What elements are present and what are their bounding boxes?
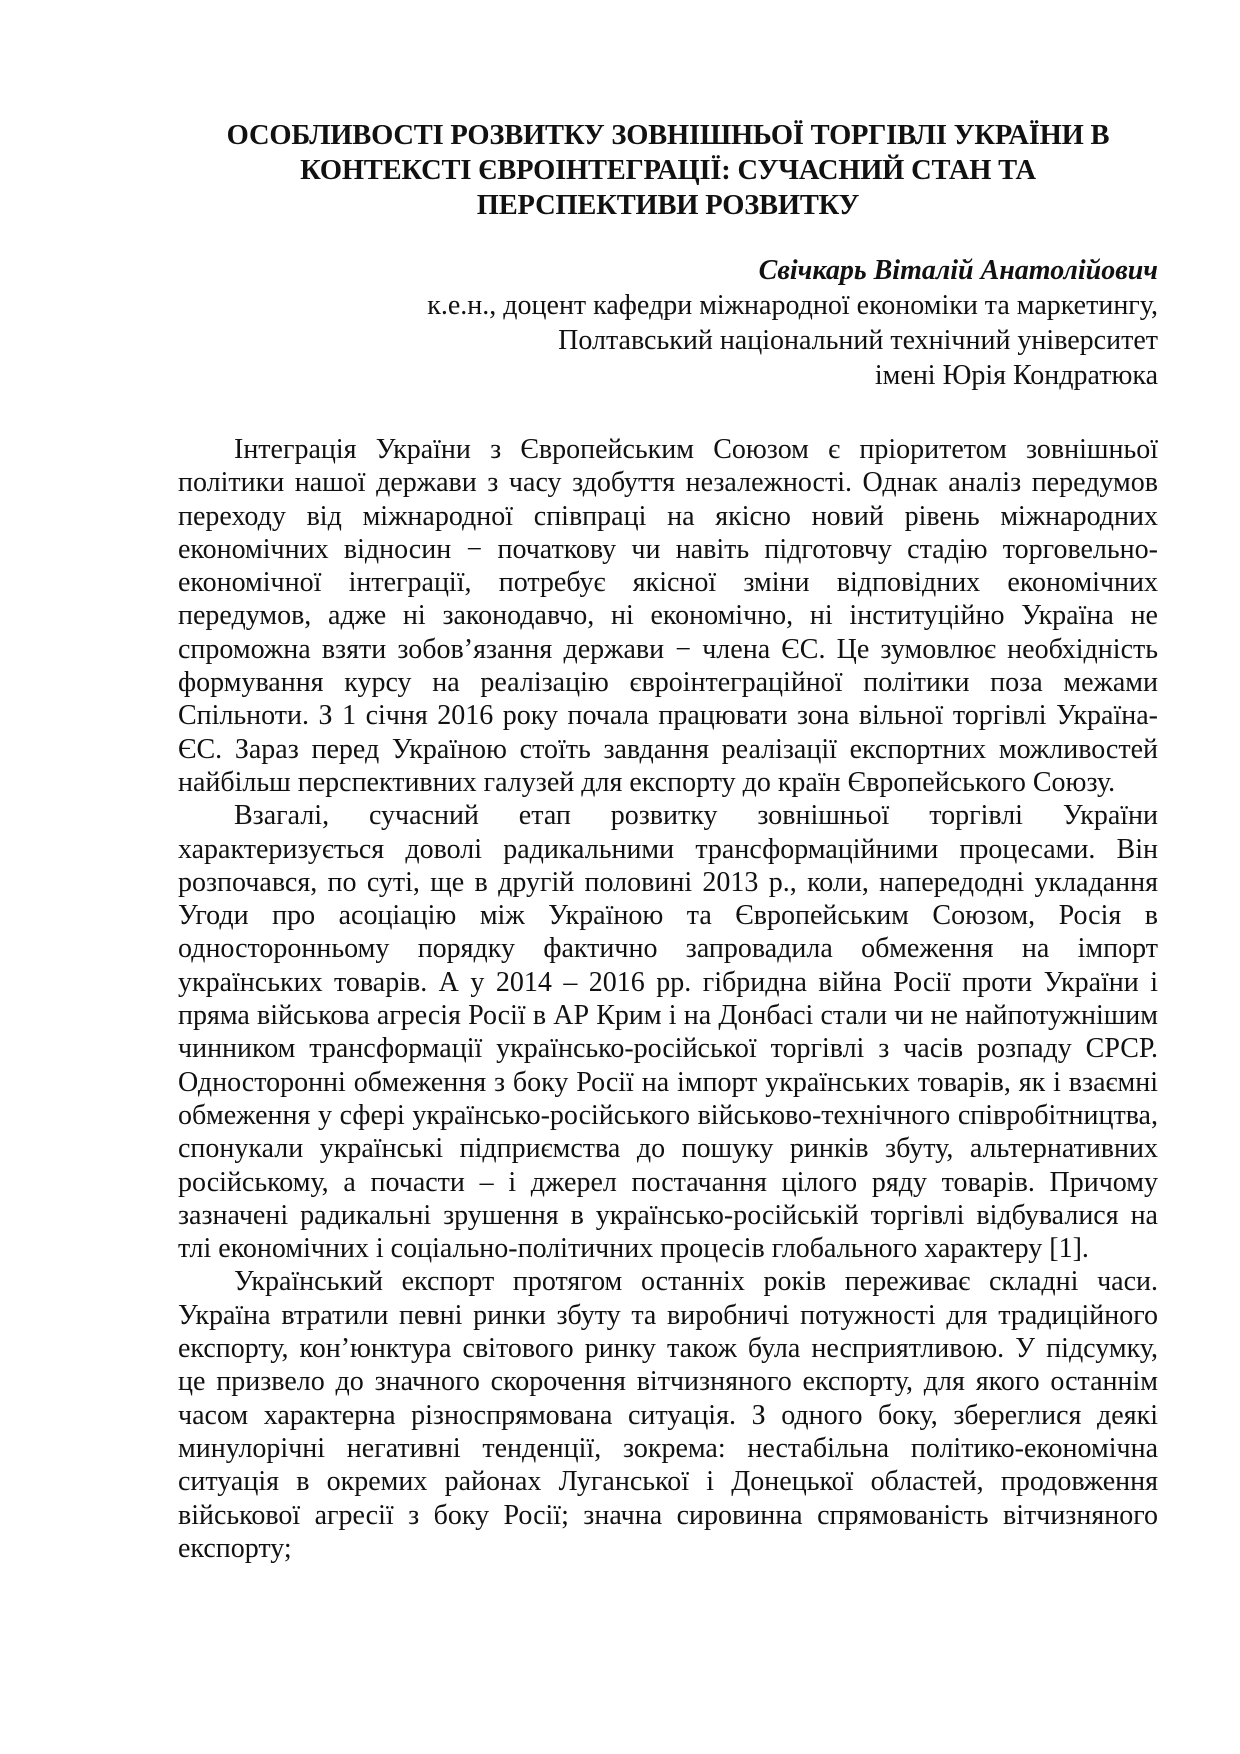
author-name: Свічкарь Віталій Анатолійович bbox=[758, 255, 1158, 286]
paragraph: Взагалі, сучасний етап розвитку зовнішньої торгівлі України характеризується доволі радикальними трансформаційними процесами. Він розпочався, по суті, ще в другій половині 2013 р., коли, напередодні укладання Угоди про асоціацію між Україною та Європейським Союзом, Росія в односторонньому порядку фактично запровадила обмеження на імпорт українських товарів. А у 2014 – 2016 рр. гібридна війна Росії проти України і пряма військова агресія Росії в АР Крим і на Донбасі стали чи не найпотужнішим чинником трансформації українсько-російської торгівлі з часів розпаду СРСР. Односторонні обмеження з боку Росії на імпорт українських товарів, як і взаємні обмеження у сфері українсько-російського військово-технічного співробітництва, спонукали українські підприємства до пошуку ринків збуту, альтернативних російському, а почасти – і джерел постачання цілого ряду товарів. Причому зазначені радикальні зрушення в українсько-російській торгівлі відбувалися на тлі економічних і соціально-політичних процесів глобального характеру [1]. bbox=[178, 800, 1158, 1265]
author-affiliation-line: к.е.н., доцент кафедри міжнародної економіки та маркетингу, bbox=[427, 290, 1158, 321]
title-line: ПЕРСПЕКТИВИ РОЗВИТКУ bbox=[476, 190, 860, 221]
author-block bbox=[178, 253, 1158, 393]
document-page bbox=[178, 118, 1158, 1565]
body-text bbox=[178, 433, 1158, 1565]
paragraph: Український експорт протягом останніх років переживає складні часи. Україна втратили певні ринки збуту та виробничі потужності для традиційного експорту, кон’юнктура світового ринку також була несприятливою. У підсумку, це призвело до значного скорочення вітчизняного експорту, для якого останнім часом характерна різноспрямована ситуація. З одного боку, збереглися деякі минулорічні негативні тенденції, зокрема: нестабільна політико-економічна ситуація в окремих районах Луганської і Донецької областей, продовження військової агресії з боку Росії; значна сировинна спрямованість вітчизняного експорту; bbox=[178, 1266, 1158, 1564]
paragraph: Інтеграція України з Європейським Союзом є пріоритетом зовнішньої політики нашої держави з часу здобуття незалежності. Однак аналіз передумов переходу від міжнародної співпраці на якісно новий рівень міжнародних економічних відносин − початкову чи навіть підготовчу стадію торговельно-економічної інтеграції, потребує якісної зміни відповідних економічних передумов, адже ні законодавчо, ні економічно, ні інституційно Україна не спроможна взяти зобов’язання держави − члена ЄС. Це зумовлює необхідність формування курсу на реалізацію євроінтеграційної політики поза межами Спільноти. З 1 січня 2016 року почала працювати зона вільної торгівлі Україна-ЄС. Зараз перед Україною стоїть завдання реалізації експортних можливостей найбільш перспективних галузей для експорту до країн Європейського Союзу. bbox=[178, 434, 1158, 798]
author-affiliation-line: Полтавський національний технічний університет bbox=[558, 325, 1158, 356]
author-affiliation-line: імені Юрія Кондратюка bbox=[874, 360, 1158, 391]
title-line: КОНТЕКСТІ ЄВРОІНТЕГРАЦІЇ: СУЧАСНИЙ СТАН ТА bbox=[300, 155, 1036, 186]
title-line: ОСОБЛИВОСТІ РОЗВИТКУ ЗОВНІШНЬОЇ ТОРГІВЛІ УКРАЇНИ В bbox=[226, 120, 1110, 151]
paper-title bbox=[178, 118, 1158, 223]
